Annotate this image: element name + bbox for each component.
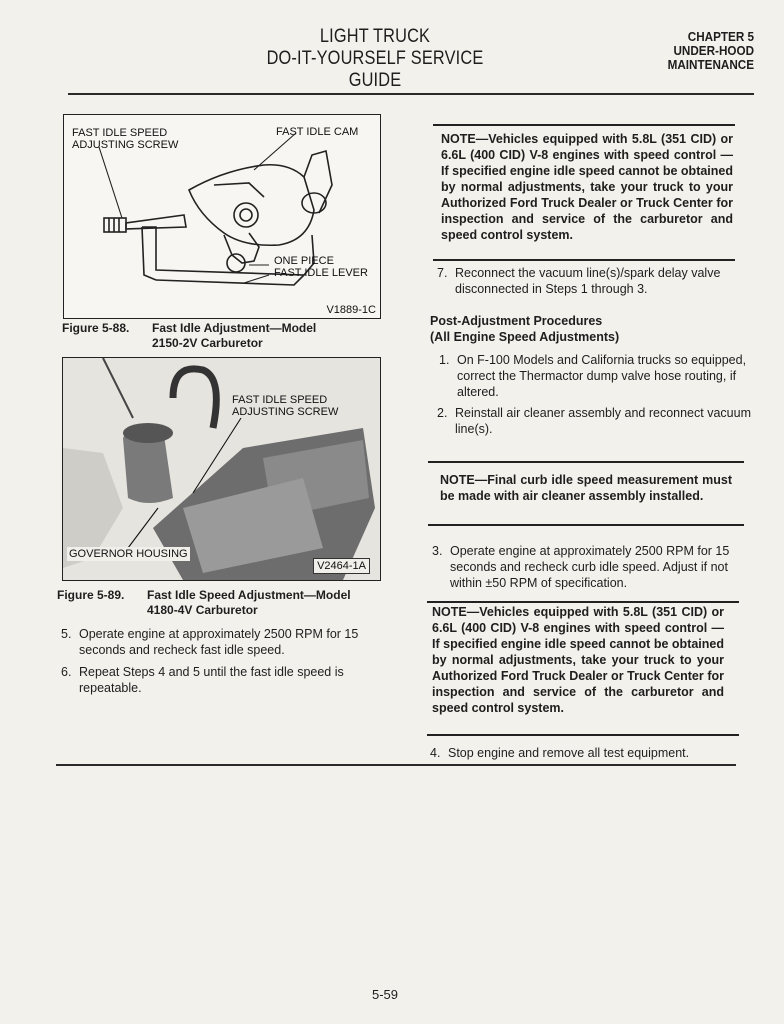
note-final-curb-idle: NOTE—Final curb idle speed measurement must be made with air cleaner assembly installed. — [440, 473, 732, 503]
step-5 — [61, 626, 379, 658]
step-3 — [432, 543, 748, 591]
figure-number: Figure 5-88. — [62, 321, 130, 335]
caption-line: 2150-2V Carburetor — [152, 336, 263, 350]
heading-line: Post-Adjustment Procedures — [430, 314, 603, 328]
page-header-title — [259, 26, 491, 92]
note-bottom-rule — [427, 734, 739, 736]
header-title-line2: DO-IT-YOURSELF SERVICE GUIDE — [266, 48, 484, 91]
step-text: On F-100 Models and California trucks so equipped, correct the Thermactor dump valve hose routing, if altered. — [457, 353, 747, 399]
note-speed-control-2: NOTE—Vehicles equipped with 5.8L (351 CID) or 6.6L (400 CID) V-8 engines with speed control — If specified engine idle speed cannot be obtained by normal adjustments, take your truck to your Authorized Ford Truck Dealer or Truck Center for inspection and service of the carburetor and speed control system. — [432, 605, 724, 715]
label-line: FAST IDLE SPEED — [232, 394, 328, 406]
label-fast-idle-cam: FAST IDLE CAM — [276, 126, 359, 138]
chapter-title-line2: MAINTENANCE — [667, 57, 754, 72]
label-one-piece-fast-idle-lever — [274, 255, 368, 279]
header-rule — [68, 93, 754, 95]
step-number: 6. — [61, 665, 72, 679]
note-top-rule — [428, 461, 744, 463]
step-number: 7. — [437, 266, 448, 280]
step-number: 5. — [61, 627, 72, 641]
note-top-rule — [433, 124, 735, 126]
heading-line: (All Engine Speed Adjustments) — [430, 330, 620, 344]
label-line: ONE PIECE — [274, 255, 334, 267]
note-bottom-rule — [428, 524, 744, 526]
step-7 — [437, 265, 751, 297]
note-speed-control-1: NOTE—Vehicles equipped with 5.8L (351 CID) or 6.6L (400 CID) V-8 engines with speed control — If specified engine idle speed cannot be obtained by normal adjustments, take your truck to your Authorized Ford Truck Dealer or Truck Center for inspection and service of the carburetor and speed control system. — [441, 132, 733, 242]
figure-5-88 — [63, 114, 381, 319]
chapter-number: CHAPTER 5 — [687, 29, 754, 44]
post-step-2 — [437, 405, 751, 437]
chapter-heading — [668, 30, 754, 72]
caption-line: Fast Idle Speed Adjustment—Model — [147, 588, 351, 602]
label-line: ADJUSTING SCREW — [232, 406, 339, 418]
step-number: 1. — [439, 353, 450, 367]
step-number: 4. — [430, 746, 441, 760]
figure-number: Figure 5-89. — [57, 588, 125, 602]
step-text: Operate engine at approximately 2500 RPM for 15 seconds and recheck fast idle speed. — [79, 627, 359, 657]
post-adjustment-heading — [430, 313, 619, 345]
step-number: 2. — [437, 406, 448, 420]
label-fast-idle-speed-adjusting-screw — [72, 127, 178, 151]
step-text: Operate engine at approximately 2500 RPM for 15 seconds and recheck curb idle speed. Adjust if not within ±50 RPM of specification. — [450, 544, 730, 590]
figure-5-89-caption — [57, 588, 351, 618]
step-text: Reconnect the vacuum line(s)/spark delay valve disconnected in Steps 1 through 3. — [455, 266, 721, 296]
label-line: FAST IDLE SPEED — [72, 127, 168, 139]
step-6 — [61, 664, 379, 696]
note-bottom-rule — [433, 259, 735, 261]
step-4 — [430, 745, 746, 761]
figure-5-89 — [62, 357, 381, 581]
caption-line: Fast Idle Adjustment—Model — [152, 321, 317, 335]
step-number: 3. — [432, 544, 443, 558]
label-governor-housing: GOVERNOR HOUSING — [69, 548, 188, 560]
label-fast-idle-speed-adjusting-screw — [232, 394, 338, 418]
step-text: Reinstall air cleaner assembly and reconnect vacuum line(s). — [455, 406, 751, 436]
label-line: ADJUSTING SCREW — [72, 139, 179, 151]
footer-rule — [56, 764, 736, 766]
step-text: Repeat Steps 4 and 5 until the fast idle speed is repeatable. — [79, 665, 344, 695]
figure-code: V2464-1A — [313, 558, 370, 574]
chapter-title-line1: UNDER-HOOD — [673, 43, 754, 58]
header-title-line1: LIGHT TRUCK — [319, 26, 431, 47]
label-line: FAST IDLE LEVER — [274, 267, 368, 279]
page-number: 5-59 — [372, 987, 399, 1002]
caption-line: 4180-4V Carburetor — [147, 603, 258, 617]
note-top-rule — [427, 601, 739, 603]
figure-code: V1889-1C — [326, 304, 376, 316]
post-step-1 — [439, 352, 751, 400]
figure-5-88-caption — [62, 321, 316, 351]
step-text: Stop engine and remove all test equipment. — [448, 746, 690, 760]
